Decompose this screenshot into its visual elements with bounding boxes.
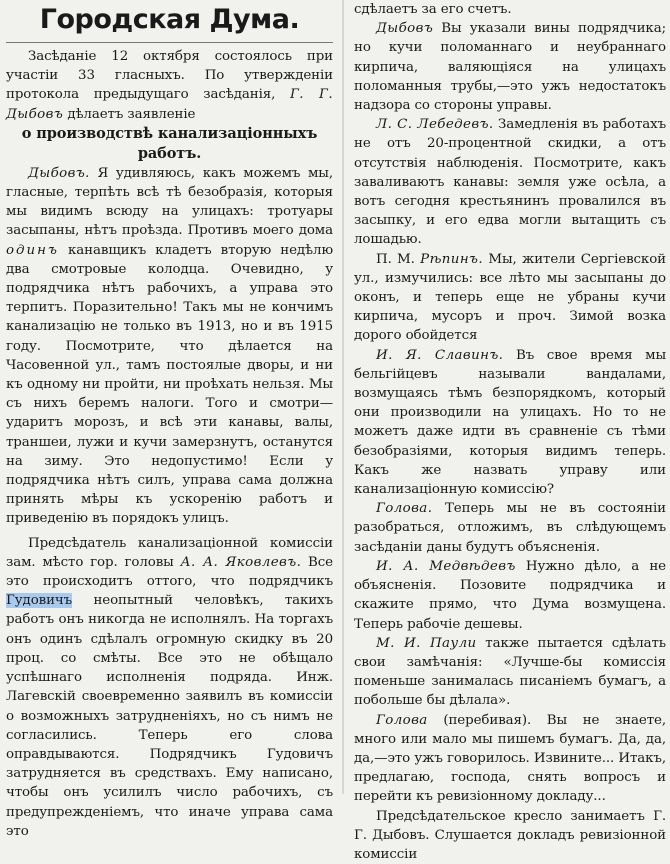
speaker-name: Голова xyxy=(376,712,428,728)
intro-name: Г. Г. Дыбовъ xyxy=(6,87,333,122)
paragraph-yakovlev xyxy=(6,534,333,841)
paragraph-dybov-2 xyxy=(354,19,666,115)
paragraph-closing: Предсѣдательское кресло занимаетъ Г. Г. Дыбовъ. Слушается докладъ ревизіонной комиссіи xyxy=(354,808,666,862)
paragraph-continuation: сдѣлаетъ за его счетъ. xyxy=(354,2,512,17)
paragraph-text: Мы, жители Сергіевской ул., измучились: все лѣто мы засыпаны до оконъ, и теперь еще не убраны кучи кирпича, мусоръ и проч. Зимой возка дорого обойдется xyxy=(354,251,666,344)
speaker-name: Л. С. Лебедевъ. xyxy=(376,117,494,133)
paragraph-dybov xyxy=(6,164,333,529)
section-subheading: о производствѣ канализаціонныхъ работъ. xyxy=(21,124,318,162)
paragraph-pauli xyxy=(354,634,666,711)
speaker-name: Голова. xyxy=(376,501,433,517)
speaker-name: И. Я. Славинъ. xyxy=(376,347,504,363)
paragraph-text: также пытается сдѣлать свои замѣчанія: «Лучше-бы комиссія поменьше занималась писаніемъ бумагъ, а побольше бы дѣлала». xyxy=(354,635,666,709)
speaker-name: Рѣпинъ. xyxy=(420,251,484,267)
paragraph-text: Теперь мы не въ состояніи разобраться, отложимъ, въ слѣдующемъ засѣданіи даны будутъ объясненія. xyxy=(354,501,666,555)
paragraph-text: Вы указали вины подрядчика; но кучи поломаннаго и неубраннаго кирпича, валяющіяся на улицахъ поломанныя трубы,—это ужъ недостатокъ надзора со стороны управы. xyxy=(354,21,666,114)
speaker-name: И. А. Медвѣдевъ xyxy=(376,558,516,574)
emphasized-word: одинъ xyxy=(6,242,59,258)
paragraph-medvedev xyxy=(354,557,666,634)
paragraph-text: Въ свое время мы бельгійцевъ называли вандалами, возмущаясь тѣмъ безпорядкомъ, который они производили на улицахъ. Но то не можетъ даже идти въ сравненіе съ тѣми безобразіями, которыя видимъ теперь. Какъ же назвать управу или канализаціонную комиссію? xyxy=(354,347,667,498)
article-title: Городская Дума. xyxy=(6,0,333,43)
paragraph-text: Предсѣдатель канализаціонной комиссіи зам. мѣсто гор. головы xyxy=(6,535,333,570)
paragraph-lebedev xyxy=(354,115,666,249)
speaker-name: Дыбовъ xyxy=(376,21,434,37)
paragraph-text: Все это происходитъ оттого, что подрядчикъ xyxy=(6,554,334,590)
intro-paragraph xyxy=(6,47,333,124)
column-divider xyxy=(342,0,344,794)
paragraph-text: неопытный человѣкъ, такихъ работъ онъ никогда не исполнялъ. На торгахъ онъ одинъ сдѣлалъ огромную скидку въ 20 проц. со смѣты. Все это не обѣщало успѣшнаго исполненія подряда. Инж. Лагевскій своевременно заявилъ въ комиссіи о возможныхъ затрудненіяхъ, но съ нимъ не согласились. Теперь его слова оправдываются. Подрядчикъ Гудовичъ затрудняется въ средствахъ. Ему написано, чтобы онъ усилилъ число рабочихъ, съ предупрежденіемъ, что иначе управа сама это xyxy=(6,593,333,839)
paragraph-text: канавщикъ кладетъ вторую недѣлю два смотровые колодца. Очевидно, у подрядчика нѣтъ рабочихъ, а управа это терпитъ. Поразительно! Такъ мы не кончимъ канализацію не только въ 1913, но и въ 1915 году. Посмотрите, что дѣлается на Часовенной ул., тамъ постоялые дворы, и ни къ одному ни пройти, ни проѣхать нельзя. Мы съ нихъ беремъ налоги. Того и смотри—ударитъ морозъ, и всѣ эти канавы, валы, траншеи, лужи и кучи замерзнутъ, останутся на зиму. Это недопустимо! Если у подрядчика нѣтъ силъ, управа сама должна принять мѣры къ ускоренію работъ и приведенію въ порядокъ улицъ. xyxy=(6,242,333,527)
highlighted-word[interactable]: Гудовичъ xyxy=(6,593,73,609)
paragraph-text: (перебивая). Вы не знаете, много или мало мы пишемъ бумагъ. Да, да, да,—это ужъ говорилось. Извините... Итакъ, предлагаю, господа, снять вопросъ и перейти къ ревизіонному докладу... xyxy=(354,712,666,805)
intro-text-2: дѣлаетъ заявленіе xyxy=(63,106,196,122)
paragraph-text: Нужно дѣло, а не объясненія. Позовите подрядчика и скажите прямо, что Дума возмущена. Теперь рабочіе дешевы. xyxy=(354,558,666,632)
speaker-initials: П. М. xyxy=(376,251,421,267)
paragraph-text: Я удивляюсь, какъ можемъ мы, гласные, терпѣть всѣ тѣ безобразія, которыя мы видимъ всюду на улицахъ: тротуары засыпаны, нѣтъ проѣзда. Противъ моего дома xyxy=(6,165,333,239)
left-column xyxy=(6,0,334,839)
paragraph-golova-2 xyxy=(354,711,666,807)
paragraph-repin xyxy=(354,250,666,346)
intro-text: Засѣданіе 12 октября состоялось при участіи 33 гласныхъ. По утвержденіи протокола предыдущаго засѣданія, xyxy=(6,49,333,103)
speaker-name: Дыбовъ. xyxy=(28,165,90,181)
paragraph-golova xyxy=(354,499,666,557)
right-column xyxy=(354,0,667,862)
paragraph-slavin xyxy=(354,346,666,500)
paragraph-text: Замедленія въ работахъ не отъ 20-процентной скидки, а отъ отсутствія наблюденія. Посмотрите, какъ заваливаютъ канавы: земля уже осѣла, а вотъ сегодня крестьянинъ провалился въ засыпку, и его едва могли вытащить съ лошадью. xyxy=(354,117,667,248)
speaker-name: М. И. Паули xyxy=(376,635,477,651)
speaker-name: А. А. Яковлевъ. xyxy=(180,554,302,570)
